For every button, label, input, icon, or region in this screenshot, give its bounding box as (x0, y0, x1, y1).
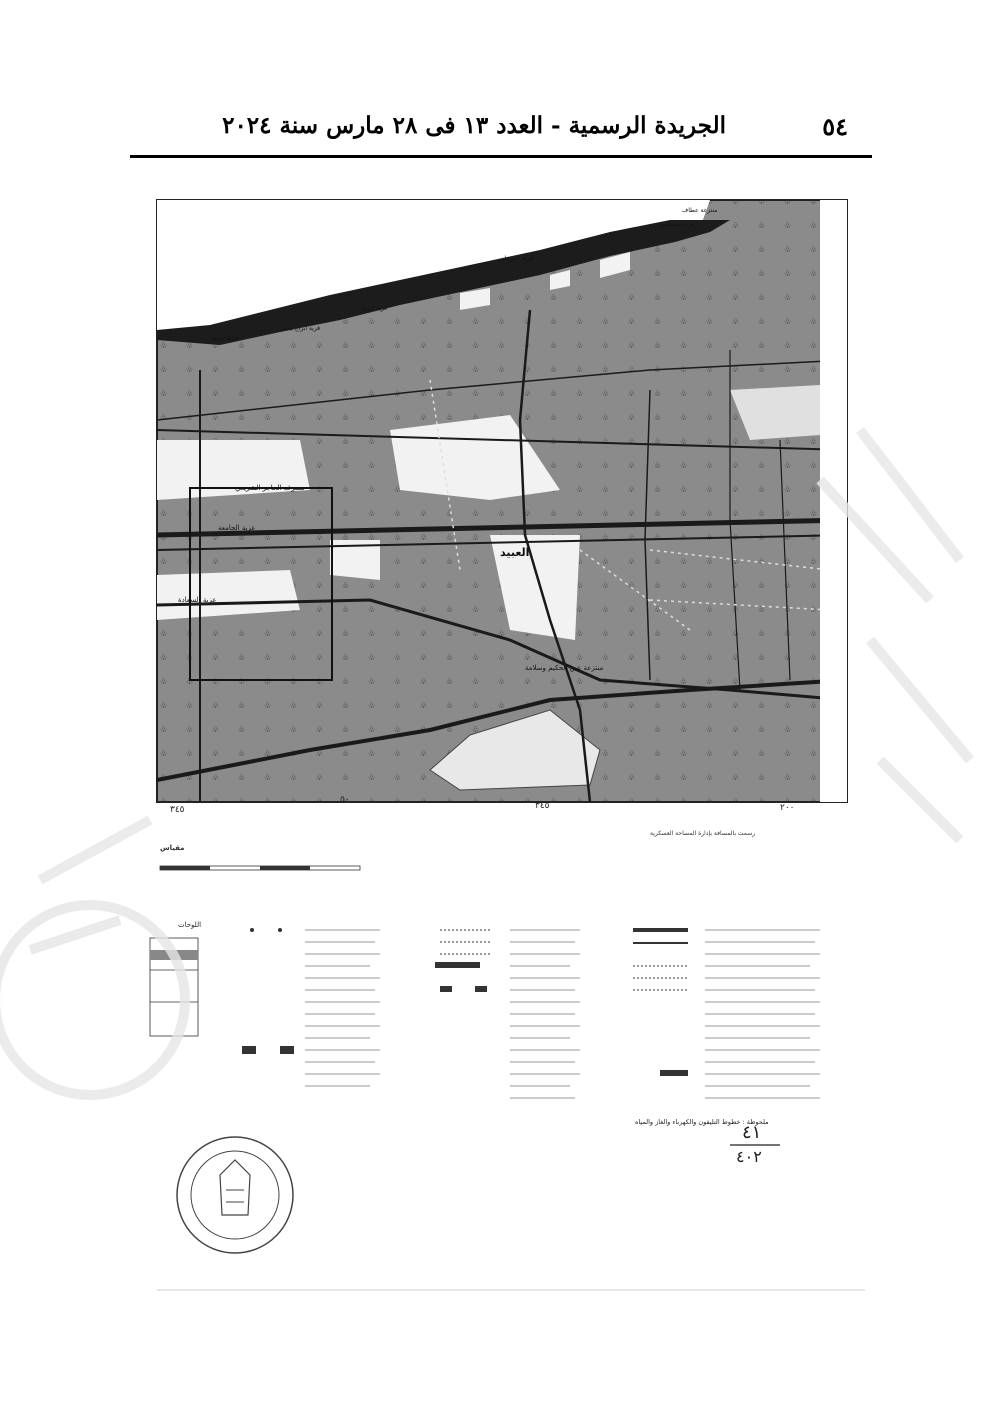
page-header (130, 112, 872, 148)
map-label-coast-5: قرية مصطفى (660, 221, 695, 228)
legend-col-1 (305, 930, 380, 1086)
map-label-coast-4: قرية المرجان (500, 255, 534, 262)
page-ref-top: ٤١ (742, 1122, 762, 1143)
legend-area (150, 921, 820, 1126)
map-label-coast-1: قرية ابراج بيتش (280, 325, 321, 332)
handwritten-page-ref (730, 1122, 780, 1166)
scale-bar (160, 866, 360, 870)
legend-col-2 (510, 930, 580, 1098)
svg-text:٣٤٥: ٣٤٥ (535, 801, 550, 811)
legend-title: اللوحات (178, 921, 202, 929)
scale-title: مقياس (160, 844, 185, 852)
legend-col-3 (705, 930, 820, 1098)
svg-text:٣٤٥: ٣٤٥ (170, 805, 185, 815)
map-label-resort: منتزعة عين الحكيم وسلامة (525, 664, 604, 672)
legend-notes: ملحوظة : خطوط التليفون والكهرباء والغاز والمياه (635, 1118, 769, 1126)
map-label-ezbet-2: عزبة الجامعة (218, 524, 256, 532)
map-label-ezbet-1: عزبة السعادة (178, 596, 217, 604)
official-seal (177, 1137, 293, 1253)
scanned-map-page (130, 190, 875, 1300)
gazette-title: الجريدة الرسمية - العدد ١٣ فى ٢٨ مارس سنة ٢٠٢٤ (222, 112, 726, 139)
map-label-coast-2: قرية الرواد (360, 305, 388, 312)
map-label-city: العبيد (500, 546, 530, 559)
map-label-agri-road: مصرف الحاجر الشريعي (235, 484, 305, 492)
source-note: رسمت بالمسافة بإدارة المساحة العسكرية (650, 830, 756, 837)
page-ref-bottom: ٤٠٢ (736, 1147, 762, 1166)
svg-text:٢٠٠: ٢٠٠ (780, 803, 795, 813)
header-rule (130, 155, 872, 158)
map-frame (157, 200, 847, 802)
page-number: ٥٤ (822, 112, 848, 141)
map-label-coast-6: منتزعة عطاف (682, 207, 718, 214)
map-label-coast-3: قرية جامعة (210, 335, 238, 342)
svg-text:٥٠: ٥٠ (340, 795, 350, 805)
